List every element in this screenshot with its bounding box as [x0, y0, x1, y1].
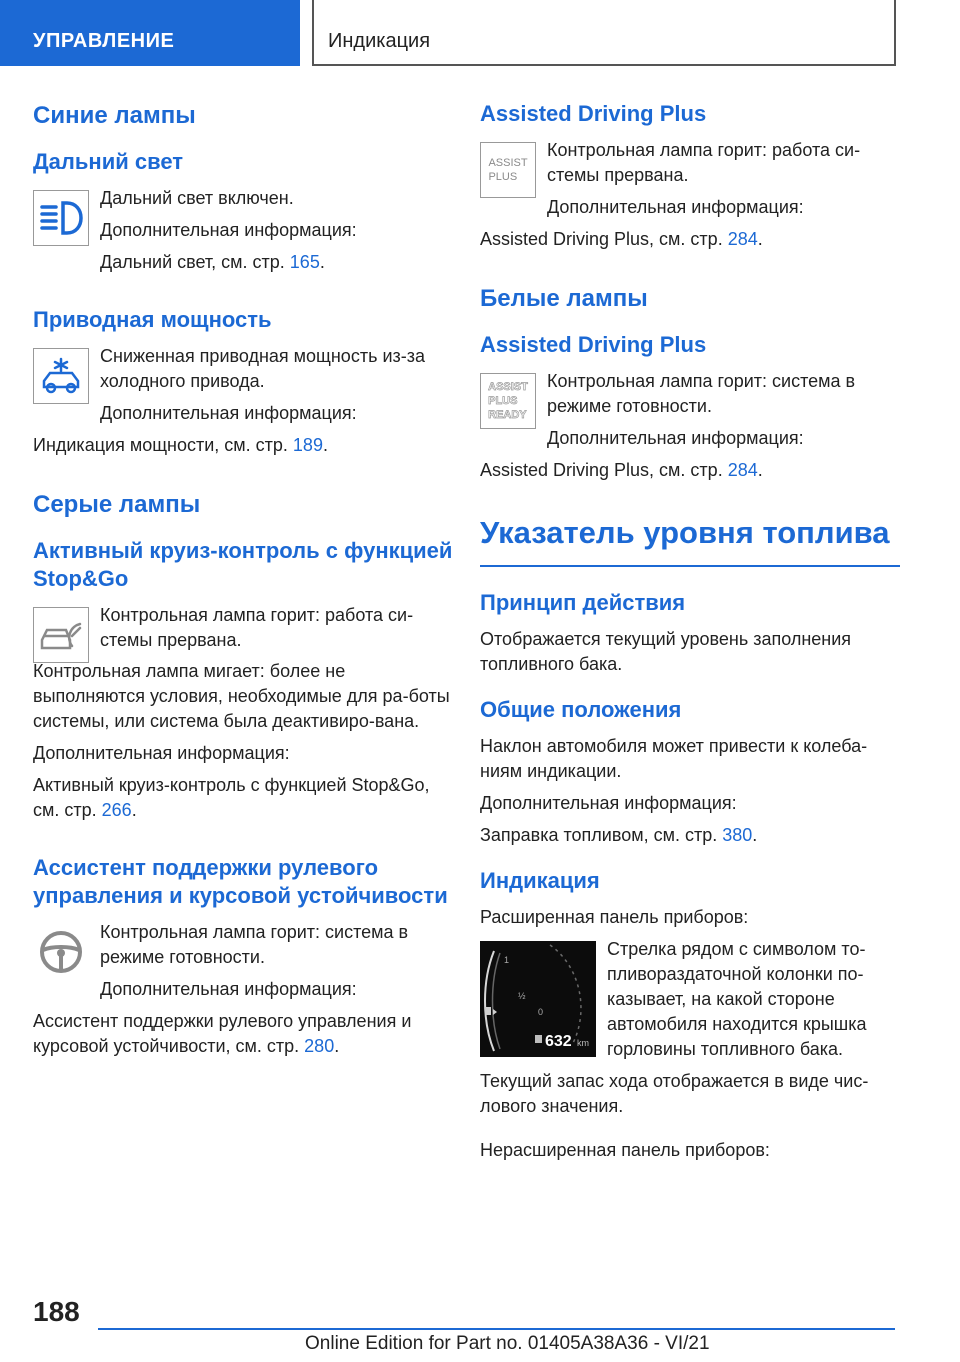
adp-ready-text-1: Контрольная лампа горит: система в режиме готовности.	[547, 371, 856, 416]
range-fuel-icon	[535, 1035, 542, 1043]
adp-entry	[480, 138, 900, 220]
fuel-pump-icon	[485, 1007, 491, 1015]
adp-heading: Assisted Driving Plus	[480, 101, 707, 126]
footer-divider	[98, 1328, 895, 1330]
gauge-tick-full: 1	[504, 955, 510, 965]
edition-note: Online Edition for Part no. 01405A38A36 - VI/21	[305, 1333, 710, 1354]
gauge-tick-half: ½	[518, 991, 526, 1001]
adp-ready-entry	[480, 369, 900, 451]
steering-text-1: Контрольная лампа горит: система в режиме готовности.	[100, 922, 409, 967]
high-beam-heading: Дальний свет	[33, 149, 184, 174]
drive-power-entry	[33, 344, 453, 426]
adp-ready-text-2: Дополнительная информация:	[547, 428, 804, 448]
drive-power-heading: Приводная мощность	[33, 307, 272, 332]
page-link-266[interactable]: 266	[101, 800, 132, 820]
steering-assist-heading: Ассистент поддержки рулевого управления и курсовой устойчивости	[33, 855, 448, 908]
general-text-1: Наклон автомобиля может привести к колеба-ниям индикации.	[480, 736, 868, 781]
steering-wheel-icon	[33, 924, 89, 980]
page-link-284[interactable]: 284	[727, 229, 758, 249]
adp-text-3: Assisted Driving Plus, см. стр. 284.	[480, 229, 763, 249]
steering-text-3: Ассистент поддержки рулевого управления и курсовой устойчивости, см. стр. 280.	[33, 1011, 412, 1056]
range-value: 632	[545, 1033, 572, 1050]
page-link-380[interactable]: 380	[722, 825, 753, 845]
acc-text-3: Дополнительная информация:	[33, 743, 290, 763]
cruise-control-icon	[33, 607, 89, 663]
adp-ready-text-3: Assisted Driving Plus, см. стр. 284.	[480, 460, 763, 480]
page-link-284b[interactable]: 284	[727, 460, 758, 480]
page-link-165[interactable]: 165	[289, 252, 320, 272]
display-text-3: Текущий запас хода отображается в виде чис-лового значения.	[480, 1071, 869, 1116]
high-beam-text-1: Дальний свет включен.	[100, 188, 294, 208]
steering-entry	[33, 920, 453, 1002]
display-heading: Индикация	[480, 868, 600, 893]
display-text-4: Нерасширенная панель приборов:	[480, 1140, 770, 1160]
instrument-cluster-image	[480, 941, 596, 1057]
acc-text-2: Контрольная лампа мигает: более не выполняются условия, необходимые для ра-боты системы, или система была деактивиро-вана.	[33, 661, 450, 731]
blue-lamps-heading: Синие лампы	[33, 102, 196, 129]
left-column	[33, 100, 453, 1066]
adp-ready-heading: Assisted Driving Plus	[480, 332, 707, 357]
high-beam-text-3: Дальний свет, см. стр. 165.	[100, 252, 325, 272]
cluster-entry	[480, 937, 900, 1062]
general-text-2: Дополнительная информация:	[480, 793, 737, 813]
fuel-gauge-heading: Указатель уровня топлива	[480, 513, 900, 567]
page-header	[0, 0, 960, 66]
white-lamps-heading: Белые лампы	[480, 285, 648, 312]
page-link-189[interactable]: 189	[292, 435, 323, 455]
reduced-power-icon	[33, 348, 89, 404]
drive-power-text-3: Индикация мощности, см. стр. 189.	[33, 435, 328, 455]
high-beam-icon	[33, 190, 89, 246]
display-text-1: Расширенная панель приборов:	[480, 907, 749, 927]
page-number: 188	[33, 1296, 80, 1327]
high-beam-entry	[33, 186, 453, 275]
acc-entry	[33, 603, 453, 659]
fuel-side-arrow-icon	[493, 1009, 497, 1015]
page-link-280[interactable]: 280	[304, 1036, 335, 1056]
display-text-2: Стрелка рядом с символом то-пливораздаточной колонки по-казывает, на какой стороне автомобиля находится крышка горловины топливного бака.	[607, 939, 867, 1059]
acc-text-1: Контрольная лампа горит: работа си-стемы прервана.	[100, 605, 414, 650]
chapter-title: Индикация	[312, 0, 896, 66]
adp-text-2: Дополнительная информация:	[547, 197, 804, 217]
assist-plus-ready-icon: ASSIST PLUS READY	[480, 373, 536, 429]
general-heading: Общие положения	[480, 697, 682, 722]
grey-lamps-heading: Серые лампы	[33, 491, 201, 518]
acc-heading: Активный круиз-контроль с функцией Stop&Go	[33, 538, 453, 591]
gauge-tick-empty: 0	[538, 1007, 544, 1017]
right-column	[480, 100, 900, 1170]
steering-text-2: Дополнительная информация:	[100, 979, 357, 999]
high-beam-text-2: Дополнительная информация:	[100, 220, 357, 240]
principle-text: Отображается текущий уровень заполнения топливного бака.	[480, 629, 852, 674]
range-unit: km	[577, 1038, 589, 1048]
drive-power-text-2: Дополнительная информация:	[100, 403, 357, 423]
principle-heading: Принцип действия	[480, 590, 686, 615]
general-text-3: Заправка топливом, см. стр. 380.	[480, 825, 758, 845]
assist-plus-icon: ASSIST PLUS	[480, 142, 536, 198]
section-tab: УПРАВЛЕНИЕ	[0, 0, 300, 66]
drive-power-text-1: Сниженная приводная мощность из-за холодного привода.	[100, 346, 426, 391]
adp-text-1: Контрольная лампа горит: работа си-стемы прервана.	[547, 140, 861, 185]
acc-text-4: Активный круиз-контроль с функцией Stop&Go, см. стр. 266.	[33, 775, 430, 820]
